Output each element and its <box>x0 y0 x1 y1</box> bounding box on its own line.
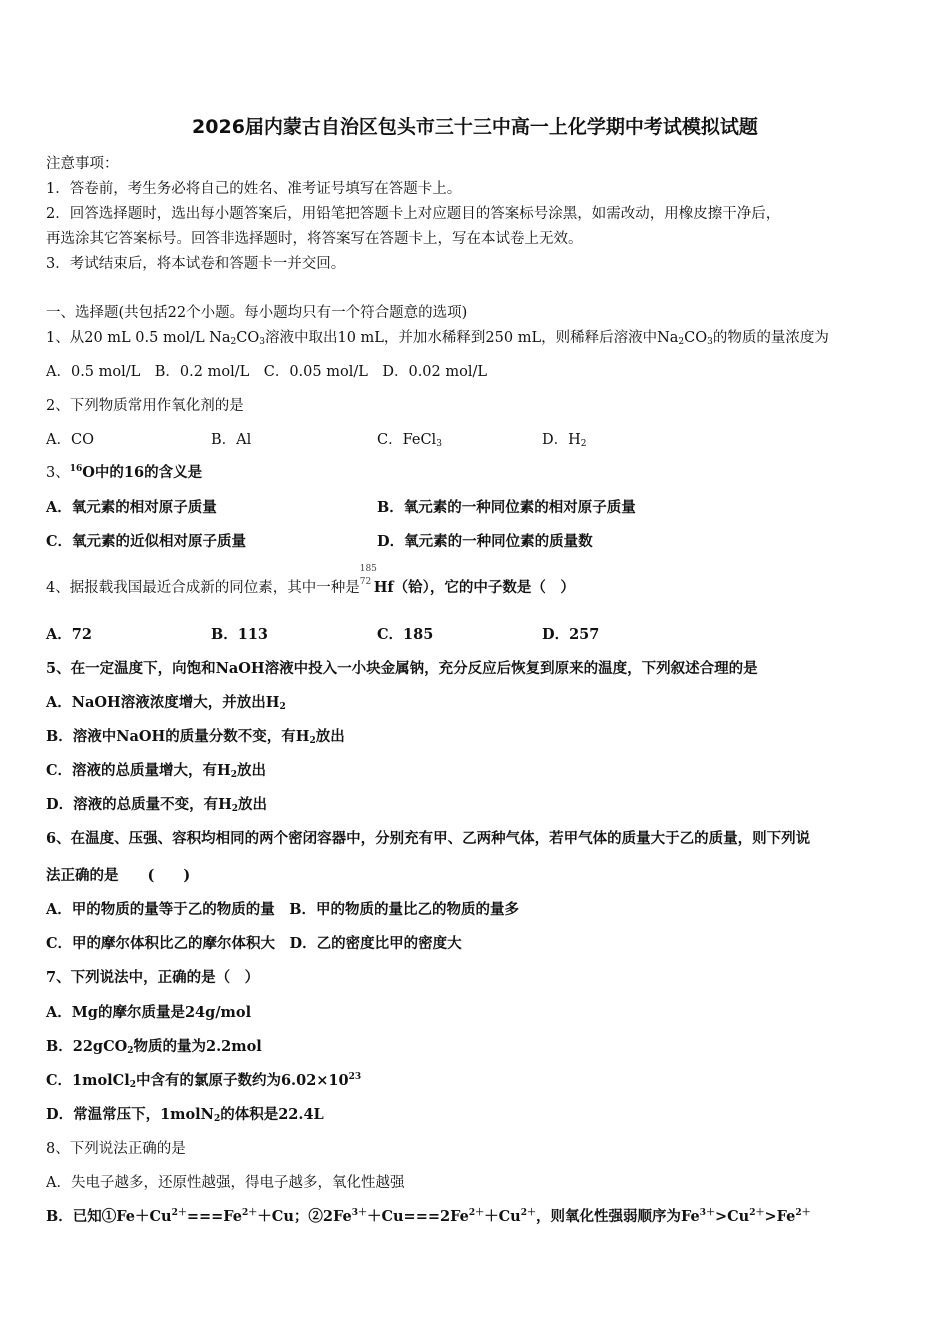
q5-option-a-text: A．NaOH溶液浓度增大，并放出H <box>46 694 280 711</box>
q3-superscript: 16 <box>69 464 83 474</box>
q7-option-b-text: 物质的量为2.2mol <box>133 1038 262 1055</box>
q5-subscript: 2 <box>309 736 316 746</box>
q8-option-b <box>46 1205 811 1226</box>
question-4-stem <box>46 564 575 597</box>
q1-subscript: 3 <box>259 337 265 347</box>
q2-option-c <box>377 428 442 449</box>
q7-option-b <box>46 1035 262 1056</box>
ion-charge: 2＋ <box>795 1208 811 1218</box>
notice-item: 再选涂其它答案标号。回答非选择题时，将答案写在答题卡上，写在本试卷上无效。 <box>46 231 583 247</box>
question-5-stem: 5、在一定温度下，向饱和NaOH溶液中投入一小块金属钠，充分反应后恢复到原来的温度，下列叙述合理的是 <box>46 660 758 677</box>
q4-option-a: A．72 <box>46 626 92 643</box>
q3-option-a: A．氧元素的相对原子质量 <box>46 499 217 516</box>
question-1-options: A．0.5 mol/L B．0.2 mol/L C．0.05 mol/L D．0.02 mol/L <box>46 364 487 380</box>
q2-option-c-subscript: 3 <box>436 439 442 449</box>
q2-option-d-subscript: 2 <box>580 439 587 449</box>
isotope-atomic-number: 72 <box>359 577 372 587</box>
q3-option-b: B．氧元素的一种同位素的相对原子质量 <box>377 499 636 516</box>
q4-option-b: B．113 <box>211 626 269 643</box>
q3-text: O中的16的含义是 <box>82 464 203 481</box>
q3-number: 3、 <box>46 465 70 481</box>
ion-charge: 3＋ <box>699 1208 715 1218</box>
q8-text: ===Fe <box>186 1208 243 1225</box>
q6-options-cd: C．甲的摩尔体积比乙的摩尔体积大 D．乙的密度比甲的密度大 <box>46 935 462 952</box>
q1-subscript: 3 <box>707 337 713 347</box>
question-6-stem-cont: 法正确的是 ( ) <box>46 867 191 884</box>
q1-text: CO <box>236 330 260 346</box>
q5-option-d-text: D．溶液的总质量不变，有H <box>46 796 232 813</box>
q8-text: ＋Cu；②2Fe <box>257 1208 352 1225</box>
q4-option-d: D．257 <box>542 626 600 643</box>
q5-option-b <box>46 725 345 746</box>
ion-charge: 2＋ <box>749 1208 765 1218</box>
ion-charge: 2＋ <box>520 1208 536 1218</box>
section-heading: 一、选择题(共包括22个小题。每小题均只有一个符合题意的选项) <box>46 305 468 321</box>
notice-heading: 注意事项： <box>46 156 119 172</box>
q5-option-b-text: B．溶液中NaOH的质量分数不变，有H <box>46 728 310 745</box>
q5-subscript: 2 <box>230 770 238 780</box>
question-8-stem: 8、下列说法正确的是 <box>46 1141 186 1157</box>
question-6-stem: 6、在温度、压强、容积均相同的两个密闭容器中，分别充有甲、乙两种气体，若甲气体的质量大于乙的质量，则下列说 <box>46 830 811 847</box>
q2-option-d-text: D．H <box>542 432 581 448</box>
ion-charge: 2＋ <box>171 1208 187 1218</box>
q8-option-a: A．失电子越多，还原性越强，得电子越多，氧化性越强 <box>46 1175 405 1191</box>
q6-options-ab: A．甲的物质的量等于乙的物质的量 B．甲的物质的量比乙的物质的量多 <box>46 901 520 918</box>
q3-option-c: C．氧元素的近似相对原子质量 <box>46 533 247 550</box>
q7-option-c-text: 中含有的氯原子数约为6.02×10 <box>135 1072 349 1089</box>
q8-text: ＋Cu===2Fe <box>366 1208 469 1225</box>
q7-option-b-text: B．22gCO <box>46 1038 128 1055</box>
q2-option-c-text: C．FeCl <box>377 432 437 448</box>
q1-text: 1、从20 mL 0.5 mol/L Na <box>46 330 231 346</box>
q2-option-b: B．Al <box>211 432 252 448</box>
q8-text: >Fe <box>764 1208 796 1225</box>
q5-option-c-text: 放出 <box>237 762 267 779</box>
q5-option-b-text: 放出 <box>315 728 345 745</box>
q5-option-d-text: 放出 <box>238 796 268 813</box>
question-7-stem: 7、下列说法中，正确的是（ ） <box>46 969 260 986</box>
question-3-stem <box>46 461 202 482</box>
q7-subscript: 2 <box>213 1114 221 1124</box>
q8-text: ＋Cu <box>484 1208 521 1225</box>
isotope-mass-number: 185 <box>359 564 377 574</box>
ion-charge: 2＋ <box>468 1208 485 1218</box>
q5-subscript: 2 <box>231 804 239 814</box>
q3-option-d: D．氧元素的一种同位素的质量数 <box>377 533 593 550</box>
q7-option-d-text: 的体积是22.4L <box>220 1106 324 1123</box>
ion-charge: 2＋ <box>242 1208 258 1218</box>
q5-subscript: 2 <box>279 702 286 712</box>
notice-item: 3．考试结束后，将本试卷和答题卡一并交回。 <box>46 256 346 272</box>
q4-option-c: C．185 <box>377 626 434 643</box>
q7-option-d <box>46 1103 324 1124</box>
q7-superscript: 23 <box>348 1072 362 1082</box>
q5-option-d <box>46 793 267 814</box>
q7-option-c-text: C．1molCl <box>46 1072 130 1089</box>
notice-item: 2．回答选择题时，选出每小题答案后，用铅笔把答题卡上对应题目的答案标号涂黑，如需改动，用橡皮擦干净后， <box>46 206 781 222</box>
q1-subscript: 2 <box>230 337 237 347</box>
page-title: 2026届内蒙古自治区包头市三十三中高一上化学期中考试模拟试题 <box>192 116 758 138</box>
q1-text: 溶液中取出10 mL，并加水稀释到250 mL，则稀释后溶液中Na <box>264 330 679 346</box>
isotope-notation <box>359 564 377 596</box>
question-2-stem: 2、下列物质常用作氧化剂的是 <box>46 398 244 414</box>
q4-text: Hf（铪），它的中子数是（ ） <box>373 579 575 596</box>
q5-option-c <box>46 759 266 780</box>
notice-item: 1．答卷前，考生务必将自己的姓名、准考证号填写在答题卡上。 <box>46 181 462 197</box>
q5-option-a <box>46 691 286 712</box>
q1-text: CO <box>684 330 708 346</box>
q4-text: 4、据报载我国最近合成新的同位素，其中一种是 <box>46 580 360 596</box>
q7-subscript: 2 <box>127 1046 134 1056</box>
q2-option-d <box>542 428 587 449</box>
q8-text: ，则氧化性强弱顺序为Fe <box>535 1208 700 1225</box>
q7-subscript: 2 <box>129 1080 136 1090</box>
ion-charge: 3＋ <box>351 1208 367 1218</box>
question-1-stem <box>46 326 829 347</box>
q7-option-a: A．Mg的摩尔质量是24g/mol <box>46 1004 252 1021</box>
q1-subscript: 2 <box>678 337 685 347</box>
q5-option-c-text: C．溶液的总质量增大，有H <box>46 762 231 779</box>
q2-option-a: A．CO <box>46 432 94 448</box>
q1-text: 的物质的量浓度为 <box>712 330 829 346</box>
q7-option-d-text: D．常温常压下，1molN <box>46 1106 214 1123</box>
q8-text: >Cu <box>714 1208 750 1225</box>
q8-text: B．已知①Fe＋Cu <box>46 1208 172 1225</box>
q7-option-c <box>46 1069 361 1090</box>
